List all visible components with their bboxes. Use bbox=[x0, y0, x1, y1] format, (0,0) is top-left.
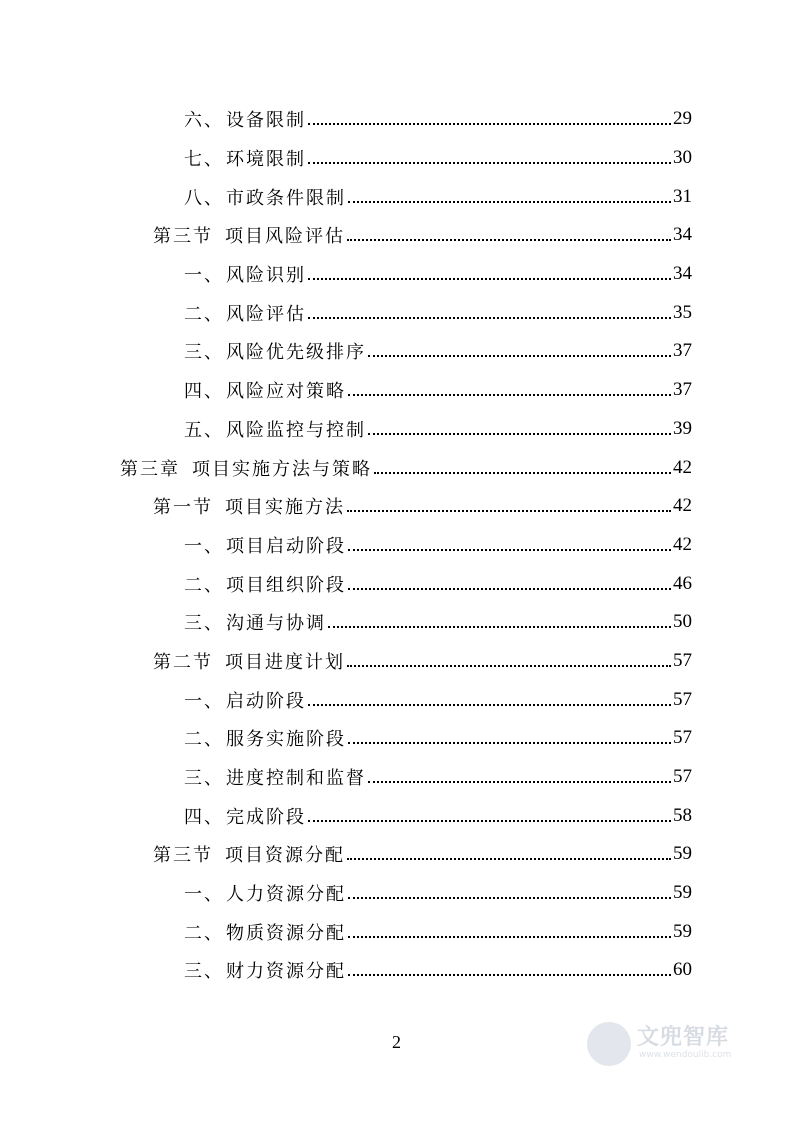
toc-entry-page: 42 bbox=[673, 495, 692, 517]
dot-leader bbox=[308, 162, 671, 164]
toc-entry[interactable] bbox=[0, 719, 793, 758]
toc-entry-page: 34 bbox=[673, 224, 692, 246]
toc-entry[interactable] bbox=[0, 100, 793, 139]
dot-leader bbox=[348, 897, 671, 899]
page-number: 2 bbox=[392, 1032, 401, 1052]
toc-entry-title: 启动阶段 bbox=[226, 690, 306, 712]
toc-entry-page: 37 bbox=[673, 340, 692, 362]
toc-entry[interactable] bbox=[0, 603, 793, 642]
toc-entry[interactable] bbox=[0, 410, 793, 449]
toc-entry-number: 四、 bbox=[184, 381, 224, 403]
dot-leader bbox=[374, 472, 671, 474]
toc-entry-page: 59 bbox=[673, 882, 692, 904]
dot-leader bbox=[368, 433, 671, 435]
dot-leader bbox=[348, 936, 671, 938]
toc-entry-title: 完成阶段 bbox=[226, 806, 306, 828]
toc-entry-page: 35 bbox=[673, 301, 692, 323]
toc-entry-number: 三、 bbox=[184, 342, 224, 364]
toc-entry-title: 项目实施方法与策略 bbox=[192, 458, 372, 480]
toc-entry-number: 二、 bbox=[184, 303, 224, 325]
toc-entry[interactable] bbox=[0, 680, 793, 719]
toc-entry-page: 58 bbox=[673, 804, 692, 826]
toc-entry-number: 二、 bbox=[184, 922, 224, 944]
dot-leader bbox=[368, 781, 671, 783]
watermark-brand: 文兜智库 bbox=[637, 1025, 730, 1050]
table-of-contents bbox=[0, 100, 793, 990]
toc-entry-title: 项目资源分配 bbox=[225, 845, 345, 867]
toc-entry[interactable] bbox=[0, 564, 793, 603]
toc-entry-number: 第三节 bbox=[153, 845, 213, 867]
toc-entry[interactable] bbox=[0, 642, 793, 681]
dot-leader bbox=[347, 665, 671, 667]
toc-entry-page: 57 bbox=[673, 766, 692, 788]
dot-leader bbox=[347, 858, 671, 860]
toc-entry[interactable] bbox=[0, 448, 793, 487]
toc-entry-title: 风险应对策略 bbox=[226, 381, 346, 403]
toc-entry-title: 进度控制和监督 bbox=[226, 768, 366, 790]
toc-entry-number: 第一节 bbox=[153, 497, 213, 519]
dot-leader bbox=[308, 820, 671, 822]
toc-entry-number: 三、 bbox=[184, 961, 224, 983]
toc-entry-page: 60 bbox=[673, 959, 692, 981]
toc-entry[interactable] bbox=[0, 487, 793, 526]
toc-entry-page: 57 bbox=[673, 688, 692, 710]
toc-entry-number: 三、 bbox=[184, 768, 224, 790]
dot-leader bbox=[348, 201, 671, 203]
toc-entry[interactable] bbox=[0, 526, 793, 565]
toc-entry-title: 风险监控与控制 bbox=[226, 419, 366, 441]
dot-leader bbox=[368, 355, 671, 357]
dot-leader bbox=[308, 317, 671, 319]
toc-entry[interactable] bbox=[0, 835, 793, 874]
toc-entry[interactable] bbox=[0, 139, 793, 178]
toc-entry-title: 项目进度计划 bbox=[225, 651, 345, 673]
toc-entry[interactable] bbox=[0, 216, 793, 255]
toc-entry-page: 59 bbox=[673, 920, 692, 942]
toc-entry-number: 四、 bbox=[184, 806, 224, 828]
toc-entry-number: 六、 bbox=[184, 110, 224, 132]
toc-entry-page: 46 bbox=[673, 572, 692, 594]
toc-entry-page: 31 bbox=[673, 185, 692, 207]
toc-entry-page: 29 bbox=[673, 108, 692, 130]
wendou-logo-icon bbox=[587, 1022, 631, 1066]
toc-entry-title: 项目实施方法 bbox=[225, 497, 345, 519]
toc-entry[interactable] bbox=[0, 796, 793, 835]
toc-entry-page: 42 bbox=[673, 533, 692, 555]
toc-entry-number: 一、 bbox=[184, 884, 224, 906]
dot-leader bbox=[348, 742, 671, 744]
dot-leader bbox=[328, 626, 671, 628]
toc-entry-title: 设备限制 bbox=[226, 110, 306, 132]
toc-entry-number: 七、 bbox=[184, 149, 224, 171]
toc-entry-title: 沟通与协调 bbox=[226, 613, 326, 635]
dot-leader bbox=[347, 510, 671, 512]
dot-leader bbox=[308, 123, 671, 125]
toc-entry-title: 环境限制 bbox=[226, 149, 306, 171]
toc-entry-number: 第三章 bbox=[120, 458, 180, 480]
toc-entry[interactable] bbox=[0, 177, 793, 216]
toc-entry[interactable] bbox=[0, 912, 793, 951]
dot-leader bbox=[348, 974, 671, 976]
toc-entry-number: 第二节 bbox=[153, 651, 213, 673]
toc-entry[interactable] bbox=[0, 951, 793, 990]
toc-entry-page: 30 bbox=[673, 147, 692, 169]
watermark-url: www.wendoulib.com bbox=[639, 1050, 732, 1060]
toc-entry[interactable] bbox=[0, 255, 793, 294]
toc-entry-title: 项目风险评估 bbox=[225, 226, 345, 248]
toc-entry-title: 服务实施阶段 bbox=[226, 729, 346, 751]
dot-leader bbox=[348, 588, 671, 590]
dot-leader bbox=[348, 394, 671, 396]
toc-entry[interactable] bbox=[0, 332, 793, 371]
toc-entry-number: 一、 bbox=[184, 265, 224, 287]
toc-entry-number: 二、 bbox=[184, 729, 224, 751]
toc-entry-number: 五、 bbox=[184, 419, 224, 441]
toc-entry-page: 57 bbox=[673, 727, 692, 749]
toc-entry-title: 风险优先级排序 bbox=[226, 342, 366, 364]
toc-entry-page: 50 bbox=[673, 611, 692, 633]
toc-entry-title: 市政条件限制 bbox=[226, 187, 346, 209]
toc-entry-page: 37 bbox=[673, 379, 692, 401]
dot-leader bbox=[308, 278, 671, 280]
watermark bbox=[585, 1018, 755, 1074]
dot-leader bbox=[308, 704, 671, 706]
dot-leader bbox=[347, 239, 671, 241]
toc-entry[interactable] bbox=[0, 874, 793, 913]
toc-entry-page: 57 bbox=[673, 649, 692, 671]
toc-entry-title: 财力资源分配 bbox=[226, 961, 346, 983]
toc-entry-page: 34 bbox=[673, 263, 692, 285]
toc-entry-title: 风险评估 bbox=[226, 303, 306, 325]
toc-entry-number: 第三节 bbox=[153, 226, 213, 248]
toc-entry-title: 风险识别 bbox=[226, 265, 306, 287]
toc-entry-number: 八、 bbox=[184, 187, 224, 209]
toc-entry-number: 一、 bbox=[184, 535, 224, 557]
toc-entry-page: 39 bbox=[673, 417, 692, 439]
toc-entry[interactable] bbox=[0, 293, 793, 332]
toc-entry-title: 项目启动阶段 bbox=[226, 535, 346, 557]
toc-entry-title: 人力资源分配 bbox=[226, 884, 346, 906]
toc-entry[interactable] bbox=[0, 758, 793, 797]
toc-entry-number: 三、 bbox=[184, 613, 224, 635]
toc-entry-number: 一、 bbox=[184, 690, 224, 712]
toc-entry-page: 42 bbox=[673, 456, 692, 478]
dot-leader bbox=[348, 549, 671, 551]
toc-entry-title: 项目组织阶段 bbox=[226, 574, 346, 596]
toc-entry-title: 物质资源分配 bbox=[226, 922, 346, 944]
toc-entry-page: 59 bbox=[673, 843, 692, 865]
toc-entry[interactable] bbox=[0, 371, 793, 410]
toc-entry-number: 二、 bbox=[184, 574, 224, 596]
